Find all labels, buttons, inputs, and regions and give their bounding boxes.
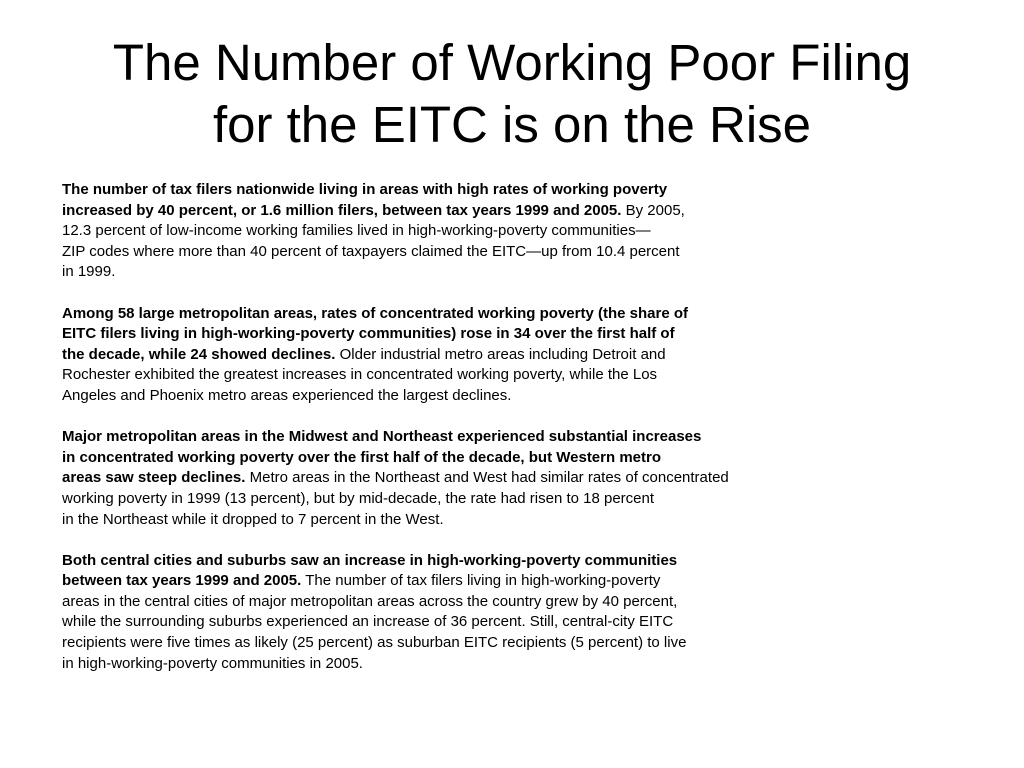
paragraph-4 [62,551,862,675]
body-text: ZIP codes where more than 40 percent of taxpayers claimed the EITC—up from 10.4 percent [62,242,680,260]
body-text: Older industrial metro areas including Detroit and [335,345,666,363]
body-text: areas in the central cities of major metropolitan areas across the country grew by 40 percent, [62,592,678,610]
paragraph-line [62,612,862,633]
paragraph-line [62,468,862,489]
bold-text: Among 58 large metropolitan areas, rates of concentrated working poverty (the share of [62,304,688,322]
paragraph-line [62,510,862,531]
paragraph-line [62,242,862,263]
bold-text: areas saw steep declines. [62,469,246,487]
body-text: By 2005, [621,201,685,219]
body-text: working poverty in 1999 (13 percent), but by mid-decade, the rate had risen to 18 percent [62,489,655,507]
paragraph-line [62,345,862,366]
paragraph-2 [62,304,862,407]
paragraph-line [62,592,862,613]
body-text: while the surrounding suburbs experienced an increase of 36 percent. Still, central-city EITC [62,613,674,631]
bold-text: between tax years 1999 and 2005. [62,572,302,590]
paragraph-line [62,633,862,654]
paragraph-line [62,654,862,675]
paragraph-3 [62,427,862,530]
paragraph-line [62,571,862,592]
body-text: Angeles and Phoenix metro areas experienced the largest declines. [62,386,512,404]
body-text: in high-working-poverty communities in 2005. [62,654,363,672]
paragraph-line [62,427,862,448]
bold-text: Both central cities and suburbs saw an increase in high-working-poverty communities [62,551,678,569]
body-text: 12.3 percent of low-income working families lived in high-working-poverty communities— [62,222,651,240]
paragraph-line [62,551,862,572]
slide-body [62,180,862,695]
body-text: Metro areas in the Northeast and West had similar rates of concentrated [245,469,729,487]
paragraph-line [62,324,862,345]
paragraph-1 [62,180,862,283]
paragraph-line [62,304,862,325]
body-text: in the Northeast while it dropped to 7 percent in the West. [62,510,444,528]
paragraph-line [62,448,862,469]
paragraph-line [62,489,862,510]
paragraph-line [62,386,862,407]
bold-text: Major metropolitan areas in the Midwest and Northeast experienced substantial increases [62,428,702,446]
slide-title [0,32,1024,156]
paragraph-line [62,221,862,242]
bold-text: The number of tax filers nationwide living in areas with high rates of working poverty [62,181,668,198]
paragraph-line [62,262,862,283]
bold-text: in concentrated working poverty over the first half of the decade, but Western metro [62,448,661,466]
body-text: recipients were five times as likely (25 percent) as suburban EITC recipients (5 percent) to live [62,634,687,652]
bold-text: increased by 40 percent, or 1.6 million filers, between tax years 1999 and 2005. [62,201,622,219]
bold-text: EITC filers living in high-working-poverty communities) rose in 34 over the first half of [62,325,675,343]
body-text: Rochester exhibited the greatest increases in concentrated working poverty, while the Los [62,366,658,384]
bold-text: the decade, while 24 showed declines. [62,345,336,363]
body-text: The number of tax filers living in high-working-poverty [301,572,661,590]
body-text: in 1999. [62,263,116,281]
paragraph-line [62,180,862,201]
paragraph-line [62,201,862,222]
slide-title-line-1: The Number of Working Poor Filing [112,34,912,91]
slide-title-line-2: for the EITC is on the Rise [212,96,812,153]
paragraph-line [62,365,862,386]
